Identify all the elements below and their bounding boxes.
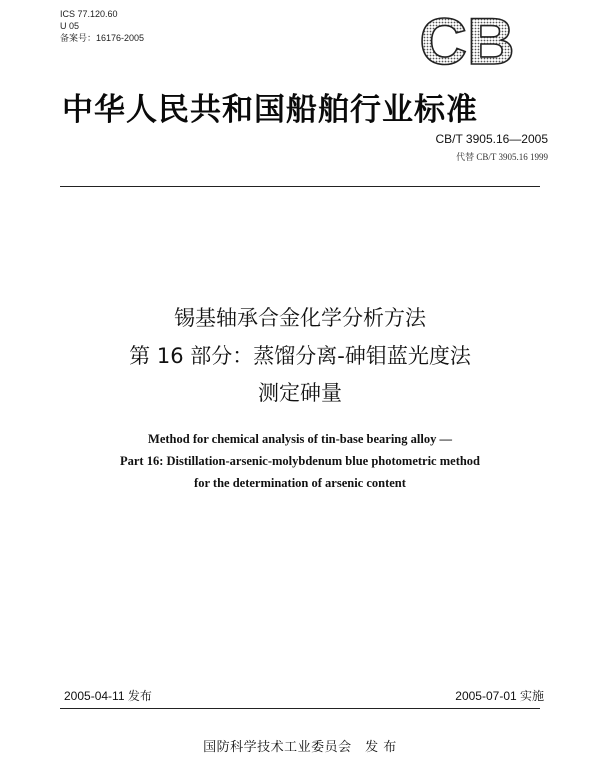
header-divider (60, 186, 540, 187)
chinese-title-line-2: 第 16 部分：蒸馏分离-砷钼蓝光度法 (129, 344, 471, 368)
chinese-title-line-1: 锡基轴承合金化学分析方法 (174, 306, 426, 330)
cb-logo (402, 12, 532, 68)
ccs-code: U 05 (60, 21, 80, 31)
chinese-title-line-3: 测定砷量 (258, 381, 342, 405)
replaces-standard: 代替 CB/T 3905.16 1999 (456, 152, 548, 162)
publisher: 国防科学技术工业委员会 发 布 (203, 740, 397, 755)
english-title-line-3: for the determination of arsenic content (194, 476, 406, 490)
classification-codes (60, 8, 144, 44)
english-title-line-1: Method for chemical analysis of tin-base bearing alloy — (148, 432, 452, 446)
standard-number: CB/T 3905.16—2005 (435, 132, 548, 146)
english-title-line-2: Part 16: Distillation-arsenic-molybdenum blue photometric method (119, 454, 481, 468)
implementation-date: 2005-07-01 实施 (455, 689, 544, 703)
ics-code: ICS 77.120.60 (60, 9, 118, 19)
footer-divider (60, 708, 540, 709)
issue-date: 2005-04-11 发布 (64, 689, 152, 703)
record-number: 备案号：16176-2005 (60, 33, 145, 43)
logo-text: CB (419, 12, 515, 68)
page-title: 中华人民共和国船舶行业标准 (62, 92, 478, 128)
